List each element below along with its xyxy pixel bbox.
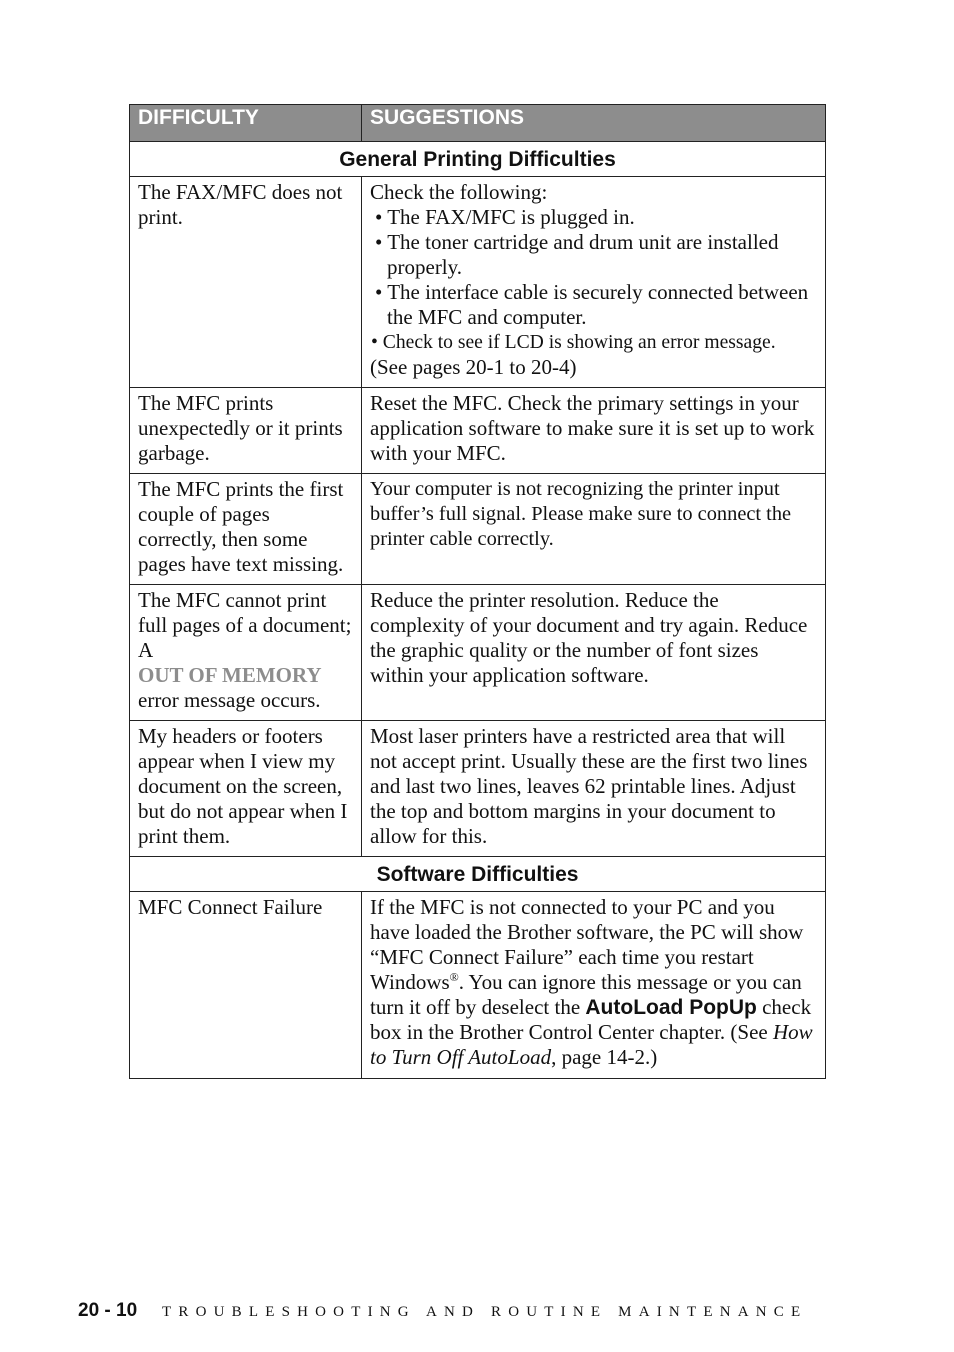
suggestion-text: If the MFC is not connected to your PC and you have loaded the Brother software, the PC will show “MFC Connect Failure” each time you restart Windows (370, 895, 804, 994)
table-row (130, 585, 826, 721)
table-row (130, 721, 826, 857)
cross-reference-title: How to Turn Off AutoLoad (370, 1020, 813, 1069)
page-number: 20 - 10 (78, 1300, 138, 1321)
checklist (370, 205, 817, 355)
section-title-general-printing: General Printing Difficulties (130, 142, 826, 177)
list-item: • The toner cartridge and drum unit are installed properly. (375, 230, 779, 279)
header-difficulty: DIFFICULTY (130, 105, 362, 142)
section-title-software: Software Difficulties (130, 857, 826, 892)
difficulty-cell: The FAX/MFC does not print. (130, 177, 362, 388)
difficulty-cell (130, 585, 362, 721)
difficulty-cell: The MFC prints unexpectedly or it prints garbage. (130, 388, 362, 474)
difficulty-cell: My headers or footers appear when I view my document on the screen, but do not appear when I print them. (130, 721, 362, 857)
suggestion-cell: Your computer is not recognizing the printer input buffer’s full signal. Please make sure to connect the printer cable correctly. (362, 474, 826, 585)
difficulty-text: The MFC cannot print full pages of a document; A (138, 588, 352, 662)
suggestion-cell: Most laser printers have a restricted area that will not accept print. Usually these are the first two lines and last two lines, leaves 62 printable lines. Adjust the top and bottom margins in your document to allow for this. (362, 721, 826, 857)
autoload-popup-label: AutoLoad PopUp (585, 996, 757, 1019)
table-row (130, 892, 826, 1079)
header-suggestions: SUGGESTIONS (362, 105, 826, 142)
difficulty-cell: The MFC prints the first couple of pages correctly, then some pages have text missing. (130, 474, 362, 585)
section-row (130, 142, 826, 177)
table-row (130, 474, 826, 585)
out-of-memory-message: OUT OF MEMORY (138, 663, 322, 687)
list-item: • The FAX/MFC is plugged in. (375, 205, 635, 229)
suggestion-cell (362, 177, 826, 388)
list-item: • Check to see if LCD is showing an error message. (371, 332, 776, 353)
difficulty-cell: MFC Connect Failure (130, 892, 362, 1079)
suggestion-intro: Check the following: (370, 180, 548, 204)
table-row (130, 388, 826, 474)
section-row (130, 857, 826, 892)
registered-mark: ® (449, 970, 459, 984)
table-row (130, 177, 826, 388)
suggestion-outro: (See pages 20-1 to 20-4) (370, 355, 577, 379)
suggestion-text: check box in the Brother Control Center chapter. (See (370, 995, 812, 1044)
suggestion-cell: Reduce the printer resolution. Reduce the complexity of your document and try again. Reduce the graphic quality or the number of font sizes within your application software. (362, 585, 826, 721)
suggestion-cell: Reset the MFC. Check the primary settings in your application software to make sure it is set up to work with your MFC. (362, 388, 826, 474)
troubleshooting-table (129, 104, 826, 1079)
list-item: • The interface cable is securely connected between the MFC and computer. (375, 280, 809, 329)
suggestion-text: . You can ignore this message or you can turn it off by deselect the (370, 970, 802, 1019)
suggestion-cell (362, 892, 826, 1079)
suggestion-text: , page 14-2.) (551, 1045, 658, 1069)
page-footer (78, 1298, 838, 1324)
difficulty-text: error message occurs. (138, 688, 321, 712)
table-header-row (130, 105, 826, 142)
chapter-title: TROUBLESHOOTING AND ROUTINE MAINTENANCE (162, 1304, 808, 1320)
